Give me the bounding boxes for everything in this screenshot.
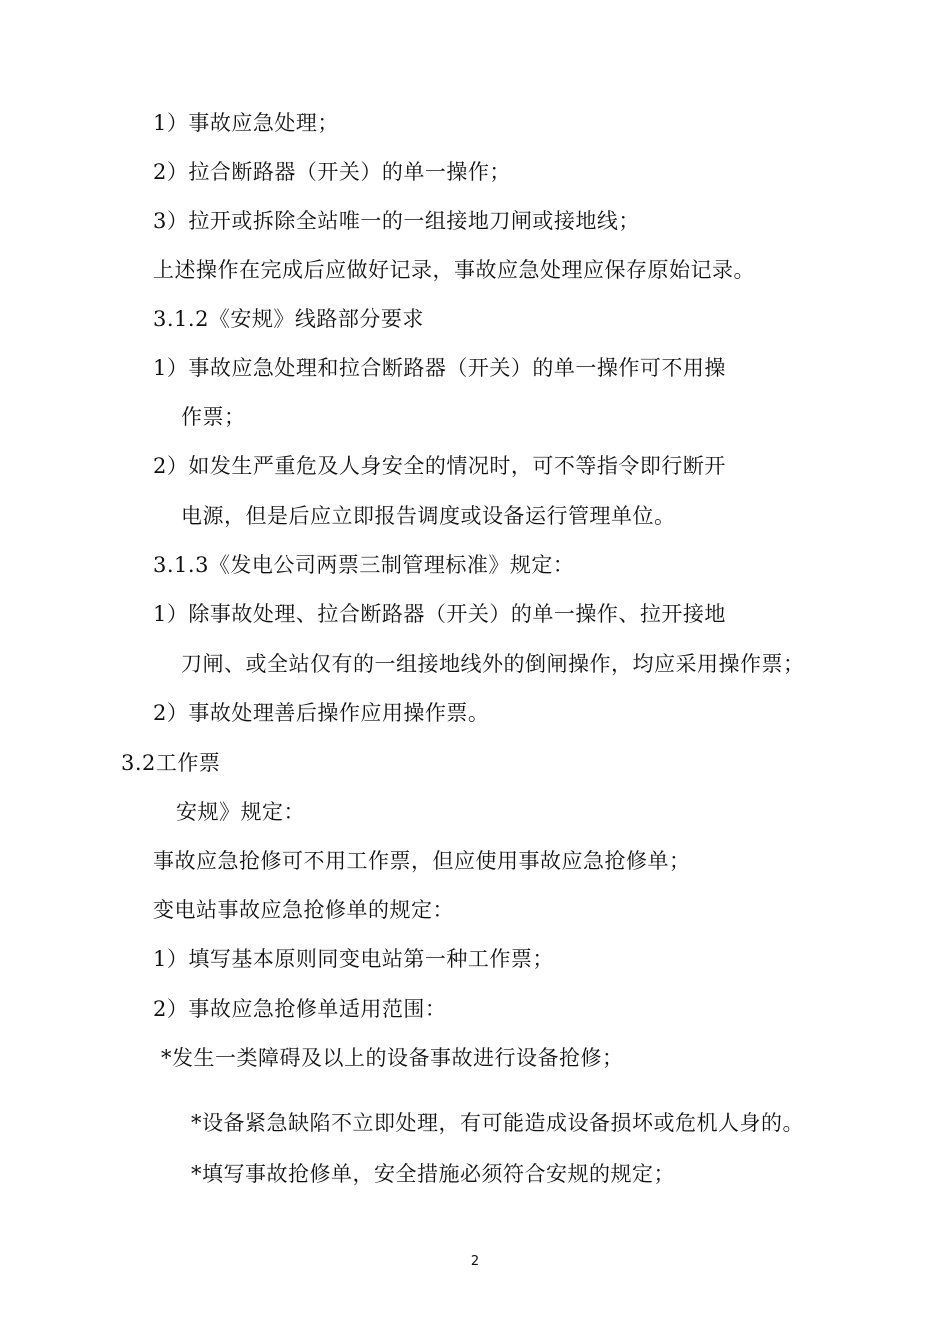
text-line-6: 1）事故应急处理和拉合断路器（开关）的单一操作可不用操 <box>153 356 726 380</box>
bullet-line-2: *设备紧急缺陷不立即处理，有可能造成设备损坏或危机人身的。 <box>191 1111 804 1135</box>
text-line-11: 1）除事故处理、拉合断路器（开关）的单一操作、拉开接地 <box>153 602 726 626</box>
text-line-19: 2）事故应急抢修单适用范围： <box>153 997 447 1021</box>
text-line-1: 1）事故应急处理； <box>153 111 339 135</box>
bullet-line-3: *填写事故抢修单，安全措施必须符合安规的规定； <box>191 1162 675 1186</box>
section-heading-3-1-3: 3.1.3《发电公司两票三制管理标准》规定： <box>153 553 575 577</box>
page-number: 2 <box>470 1254 480 1269</box>
bullet-line-1: *发生一类障碍及以上的设备事故进行设备抢修； <box>161 1046 624 1070</box>
text-line-3: 3）拉开或拆除全站唯一的一组接地刀闸或接地线； <box>153 209 640 233</box>
section-heading-3-2: 3.2工作票 <box>121 751 221 775</box>
text-line-15: 安规》规定： <box>176 800 305 824</box>
text-line-17: 变电站事故应急抢修单的规定： <box>153 898 454 922</box>
text-line-2: 2）拉合断路器（开关）的单一操作； <box>153 160 511 184</box>
text-line-4: 上述操作在完成后应做好记录，事故应急处理应保存原始记录。 <box>153 258 755 282</box>
text-line-9: 电源，但是后应立即报告调度或设备运行管理单位。 <box>181 504 676 528</box>
text-line-13: 2）事故处理善后操作应用操作票。 <box>153 701 490 725</box>
text-line-16: 事故应急抢修可不用工作票，但应使用事故应急抢修单； <box>153 849 691 873</box>
text-line-7: 作票； <box>181 405 246 429</box>
text-line-8: 2）如发生严重危及人身安全的情况时，可不等指令即行断开 <box>153 454 726 478</box>
section-heading-3-1-2: 3.1.2《安规》线路部分要求 <box>153 307 424 331</box>
text-line-18: 1）填写基本原则同变电站第一种工作票； <box>153 947 554 971</box>
text-line-12: 刀闸、或全站仅有的一组接地线外的倒闸操作，均应采用操作票； <box>181 652 805 676</box>
